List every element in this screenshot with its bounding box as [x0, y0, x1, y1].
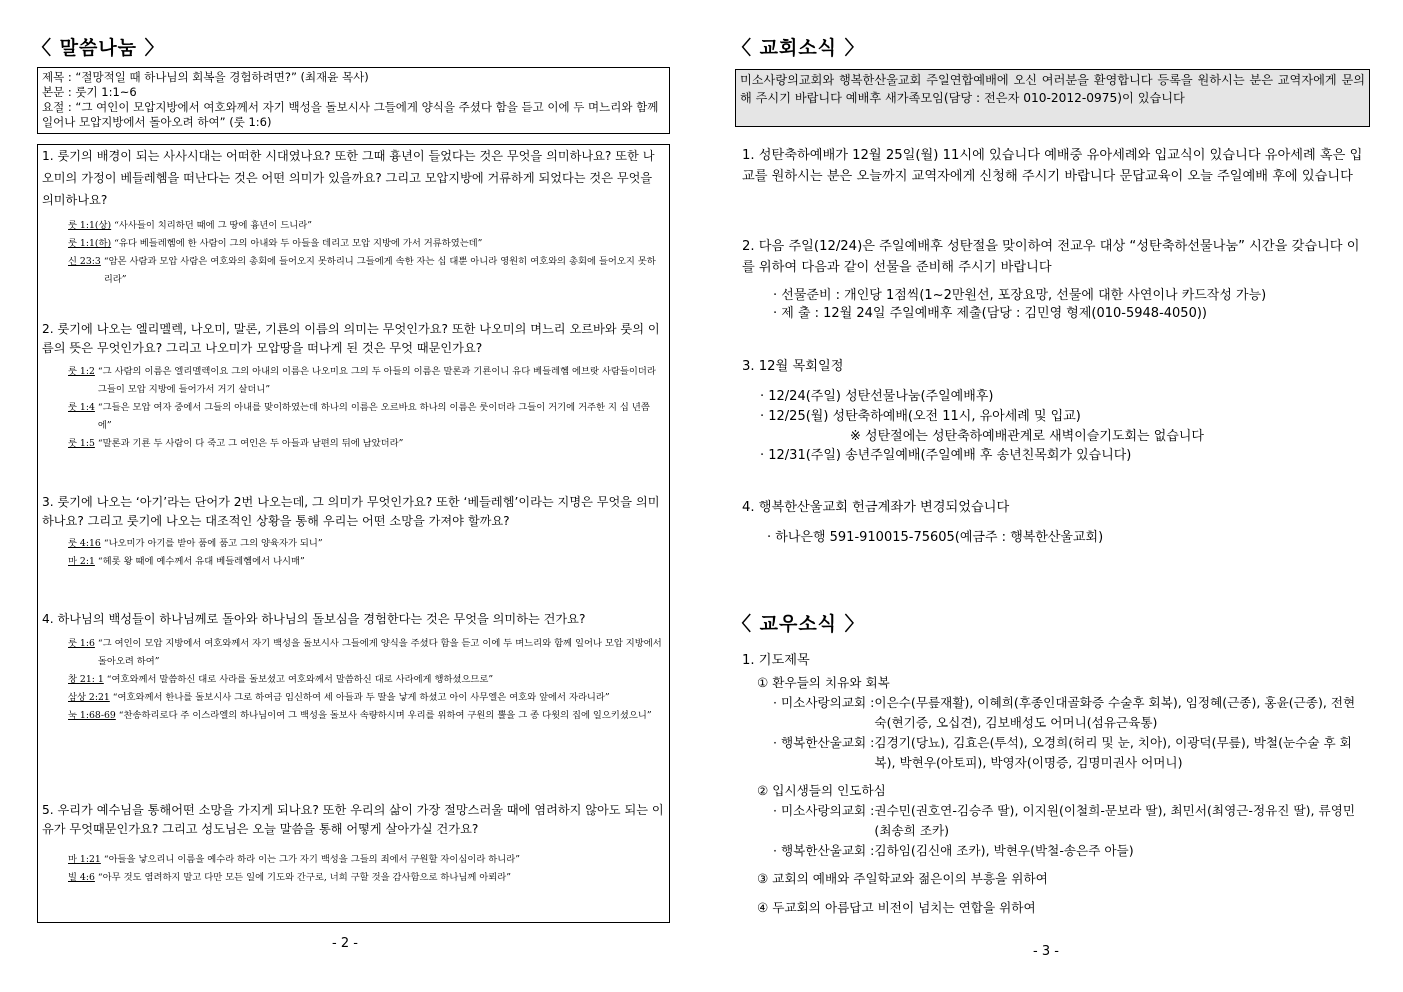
church-label: · 미소사랑의교회 :: [773, 803, 875, 818]
question-2: 2. 룻기에 나오는 엘리멜렉, 나오미, 말론, 기룐의 이름의 의미는 무엇인가요? 또한 나오미의 며느리 오르바와 룻의 이름의 뜻은 무엇인가요? 그리고 나오미가 모압땅을 떠나게 된 것은 무엇 때문인가요?: [42, 322, 660, 355]
question-1-verses: [68, 217, 663, 289]
news-item-2-gift: · 선물준비 : 개인당 1점씩(1~2만원선, 포장요망, 선물에 대한 사연이나 카드작성 가능): [773, 288, 1267, 303]
verse-item: [68, 235, 663, 253]
verse-ref: 삼상 2:21: [68, 692, 110, 703]
sermon-title: 제목 : “절망적일 때 하나님의 회복을 경험하려면?” (최재윤 목사): [42, 70, 369, 84]
verse-text: “아무 것도 염려하지 말고 다만 모든 일에 기도와 간구로, 너희 구할 것을 감사함으로 하나님께 아뢰라”: [97, 872, 511, 883]
verse-text: “말론과 기룐 두 사람이 다 죽고 그 여인은 두 아들과 남편의 뒤에 남았더라”: [97, 438, 404, 449]
prayer-list: [757, 673, 1367, 918]
page-number-right: - 3 -: [1033, 944, 1059, 959]
verse-ref: 룻 1:4: [68, 402, 95, 413]
news-item-3: 3. 12월 목회일정: [742, 359, 844, 374]
section-title-member-news: 〈 교우소식 〉: [732, 613, 865, 635]
prayer-1-church-1: [757, 693, 1367, 733]
verse-ref: 마 1:21: [68, 854, 101, 865]
question-3: 3. 룻기에 나오는 ‘아기’라는 단어가 2번 나오는데, 그 의미가 무엇인가요? 또한 ‘베들레헴’이라는 지명은 무엇을 의미하나요? 그리고 룻기에 나오는 대조적인 상황을 통해 우리는 어떤 소망을 가져야 할까요?: [42, 495, 660, 528]
verse-ref: 룻 1:1(상): [68, 220, 112, 231]
verse-item: [68, 553, 663, 571]
verse-ref: 마 2:1: [68, 556, 95, 567]
question-1: 1. 룻기의 배경이 되는 사사시대는 어떠한 시대였나요? 또한 그때 흉년이 들었다는 것은 무엇을 의미하나요? 또한 나오미의 가정이 베들레헴을 떠난다는 것은 어떤 의미가 있을까요? 그리고 모압지방에 거류하게 되었다는 것은 무엇을 의미하나요?: [42, 149, 655, 207]
church-label: · 행복한산울교회 :: [773, 735, 875, 750]
question-5-verses: [68, 851, 663, 887]
verse-ref: 눅 1:68-69: [68, 710, 116, 721]
section-title-word-sharing: 〈 말씀나눔 〉: [32, 37, 165, 59]
sermon-info-box: [37, 67, 670, 134]
schedule-dec24: · 12/24(주일) 성탄선물나눔(주일예배후): [760, 389, 994, 404]
verse-ref: 룻 1:2: [68, 366, 95, 377]
question-5: 5. 우리가 예수님을 통해어떤 소망을 가지게 되나요? 또한 우리의 삶이 가장 절망스러울 때에 염려하지 않아도 되는 이유가 무엇때문인가요? 그리고 성도님은 오늘 말씀을 통해 어떻게 살아가실 건가요?: [42, 803, 664, 836]
verse-item: [68, 399, 663, 435]
question-4-verses: [68, 635, 663, 725]
prayer-2-church-2: [757, 841, 1367, 861]
news-item-2-submit: · 제 출 : 12월 24일 주일예배후 제출(담당 : 김민영 형제(010-5948-4050)): [773, 306, 1207, 321]
question-2-verses: [68, 363, 663, 453]
verse-text: “암몬 사람과 모압 사람은 여호와의 총회에 들어오지 못하리니 그들에게 속한 자는 십 대뿐 아니라 영원히 여호와의 총회에 들어오지 못하리라”: [103, 256, 656, 285]
prayer-heading: 1. 기도제목: [742, 653, 810, 668]
verse-item: [68, 869, 663, 887]
prayer-1: ① 환우들의 치유와 회복: [757, 675, 890, 690]
verse-item: [68, 363, 663, 399]
page-number-left: - 2 -: [332, 936, 358, 951]
prayer-2: ② 입시생들의 인도하심: [757, 783, 886, 798]
verse-item: [68, 435, 663, 453]
verse-ref: 룻 1:6: [68, 638, 95, 649]
news-item-4-account: · 하나은행 591-910015-75605(예금주 : 행복한산울교회): [767, 530, 1104, 545]
section-title-church-news: 〈 교회소식 〉: [732, 37, 865, 59]
prayer-1-church-2: [757, 733, 1367, 773]
verse-ref: 창 21: 1: [68, 674, 104, 685]
prayer-names: 김하임(김신애 조카), 박현우(박철-송은주 아들): [874, 843, 1134, 858]
verse-item: [68, 635, 663, 671]
verse-item: [68, 671, 663, 689]
verse-ref: 빌 4:6: [68, 872, 95, 883]
schedule-note: ※ 성탄절에는 성탄축하예배관계로 새벽이슬기도회는 없습니다: [850, 429, 1204, 444]
question-4: 4. 하나님의 백성들이 하나님께로 돌아와 하나님의 돌보심을 경험한다는 것은 무엇을 의미하는 건가요?: [42, 612, 586, 626]
verse-text: “그 여인이 모압 지방에서 여호와께서 자기 백성을 돌보시사 그들에게 양식을 주셨다 함을 듣고 이에 두 며느리와 함께 일어나 모압 지방에서 돌아오려 하여”: [97, 638, 662, 667]
verse-item: [68, 253, 663, 289]
verse-ref: 신 23:3: [68, 256, 101, 267]
church-label: · 행복한산울교회 :: [773, 843, 875, 858]
verse-text: “유다 베들레헴에 한 사람이 그의 아내와 두 아들을 데리고 모압 지방에 가서 거류하였는데”: [114, 238, 483, 249]
church-label: · 미소사랑의교회 :: [773, 695, 875, 710]
verse-item: [68, 707, 663, 725]
verse-text: “아들을 낳으리니 이름을 예수라 하라 이는 그가 자기 백성을 그들의 죄에서 구원할 자이심이라 하니라”: [103, 854, 520, 865]
verse-ref: 룻 1:1(하): [68, 238, 112, 249]
verse-text: “여호와께서 한나를 돌보시사 그로 하여금 임신하여 세 아들과 두 딸을 낳게 하셨고 아이 사무엘은 여호와 앞에서 자라니라”: [112, 692, 610, 703]
verse-text: “그들은 모압 여자 중에서 그들의 아내를 맞이하였는데 하나의 이름은 오르바요 하나의 이름은 룻이더라 그들이 거기에 거주한 지 십 년쯤에”: [97, 402, 650, 431]
verse-text: “사사들이 치리하던 때에 그 땅에 흉년이 드니라”: [114, 220, 313, 231]
welcome-notice: 미소사랑의교회와 행복한산울교회 주일연합예배에 오신 여러분을 환영합니다 등록을 원하시는 분은 교역자에게 문의해 주시기 바랍니다 예배후 새가족모임(담당 : 전은자 010-2012-0975)이 있습니다: [735, 69, 1370, 127]
verse-text: “여호와께서 말씀하신 대로 사라를 돌보셨고 여호와께서 말씀하신 대로 사라에게 행하셨으므로”: [106, 674, 494, 685]
schedule-dec31: · 12/31(주일) 송년주일예배(주일예배 후 송년친목회가 있습니다): [760, 448, 1132, 463]
prayer-names: 이은수(무릎재활), 이혜희(후종인대골화증 수술후 회복), 임정혜(근종), 홍윤(근종), 전현숙(현기증, 오십견), 김보배성도 어머니(섬유근육통): [874, 695, 1356, 730]
prayer-3: ③ 교회의 예배와 주일학교와 젊은이의 부흥을 위하여: [757, 871, 1048, 886]
verse-item: [68, 851, 663, 869]
prayer-4: ④ 두교회의 아름답고 비전이 넘치는 연합을 위하여: [757, 900, 1036, 915]
prayer-2-church-1: [757, 801, 1367, 841]
schedule-dec25: · 12/25(월) 성탄축하예배(오전 11시, 유아세례 및 입교): [760, 409, 1081, 424]
prayer-names: 권수민(권호연-김승주 딸), 이지원(이철희-문보라 딸), 최민서(최영근-정유진 딸), 류영민(최송희 조카): [874, 803, 1356, 838]
question-3-verses: [68, 535, 663, 571]
prayer-names: 김경기(당뇨), 김효은(투석), 오경희(허리 및 눈, 치아), 이광덕(무릎), 박철(눈수술 후 회복), 박현우(아토피), 박영자(이명증, 김명미권사 어머니): [874, 735, 1352, 770]
verse-ref: 룻 1:5: [68, 438, 95, 449]
verse-ref: 룻 4:16: [68, 538, 101, 549]
verse-item: [68, 217, 663, 235]
news-item-4: 4. 행복한산울교회 헌금계좌가 변경되었습니다: [742, 500, 1010, 515]
verse-text: “그 사람의 이름은 엘리멜렉이요 그의 아내의 이름은 나오미요 그의 두 아들의 이름은 말론과 기룐이니 유다 베들레헴 에브랏 사람들이더라 그들이 모압 지방에 들어가서 거기 살더니”: [97, 366, 656, 395]
questions-box: [37, 144, 670, 923]
sermon-passage: 본문 : 룻기 1:1~6: [42, 85, 137, 99]
verse-item: [68, 535, 663, 553]
verse-text: “나오미가 아기를 받아 품에 품고 그의 양육자가 되니”: [103, 538, 323, 549]
verse-item: [68, 689, 663, 707]
sermon-key-verse: 요절 : “그 여인이 모압지방에서 여호와께서 자기 백성을 돌보시사 그들에게 양식을 주셨다 함을 듣고 이에 두 며느리와 함께 일어나 모압지방에서 돌아오려 하여” (룻 1:6): [42, 100, 659, 129]
verse-text: “헤롯 왕 때에 예수께서 유대 베들레헴에서 나시매”: [97, 556, 305, 567]
news-item-2: 2. 다음 주일(12/24)은 주일예배후 성탄절을 맞이하여 전교우 대상 “성탄축하선물나눔” 시간을 갖습니다 이를 위하여 다음과 같이 선물을 준비해 주시기 바랍니다: [742, 239, 1360, 275]
verse-text: “찬송하리로다 주 이스라엘의 하나님이여 그 백성을 돌보사 속량하시며 우리를 위하여 구원의 뿔을 그 종 다윗의 집에 일으키셨으니”: [118, 710, 652, 721]
news-item-1: 1. 성탄축하예배가 12월 25일(월) 11시에 있습니다 예배중 유아세례와 입교식이 있습니다 유아세례 혹은 입교를 원하시는 분은 오늘까지 교역자에게 신청해 주시기 바랍니다 문답교육이 오늘 주일예배 후에 있습니다: [742, 148, 1363, 184]
